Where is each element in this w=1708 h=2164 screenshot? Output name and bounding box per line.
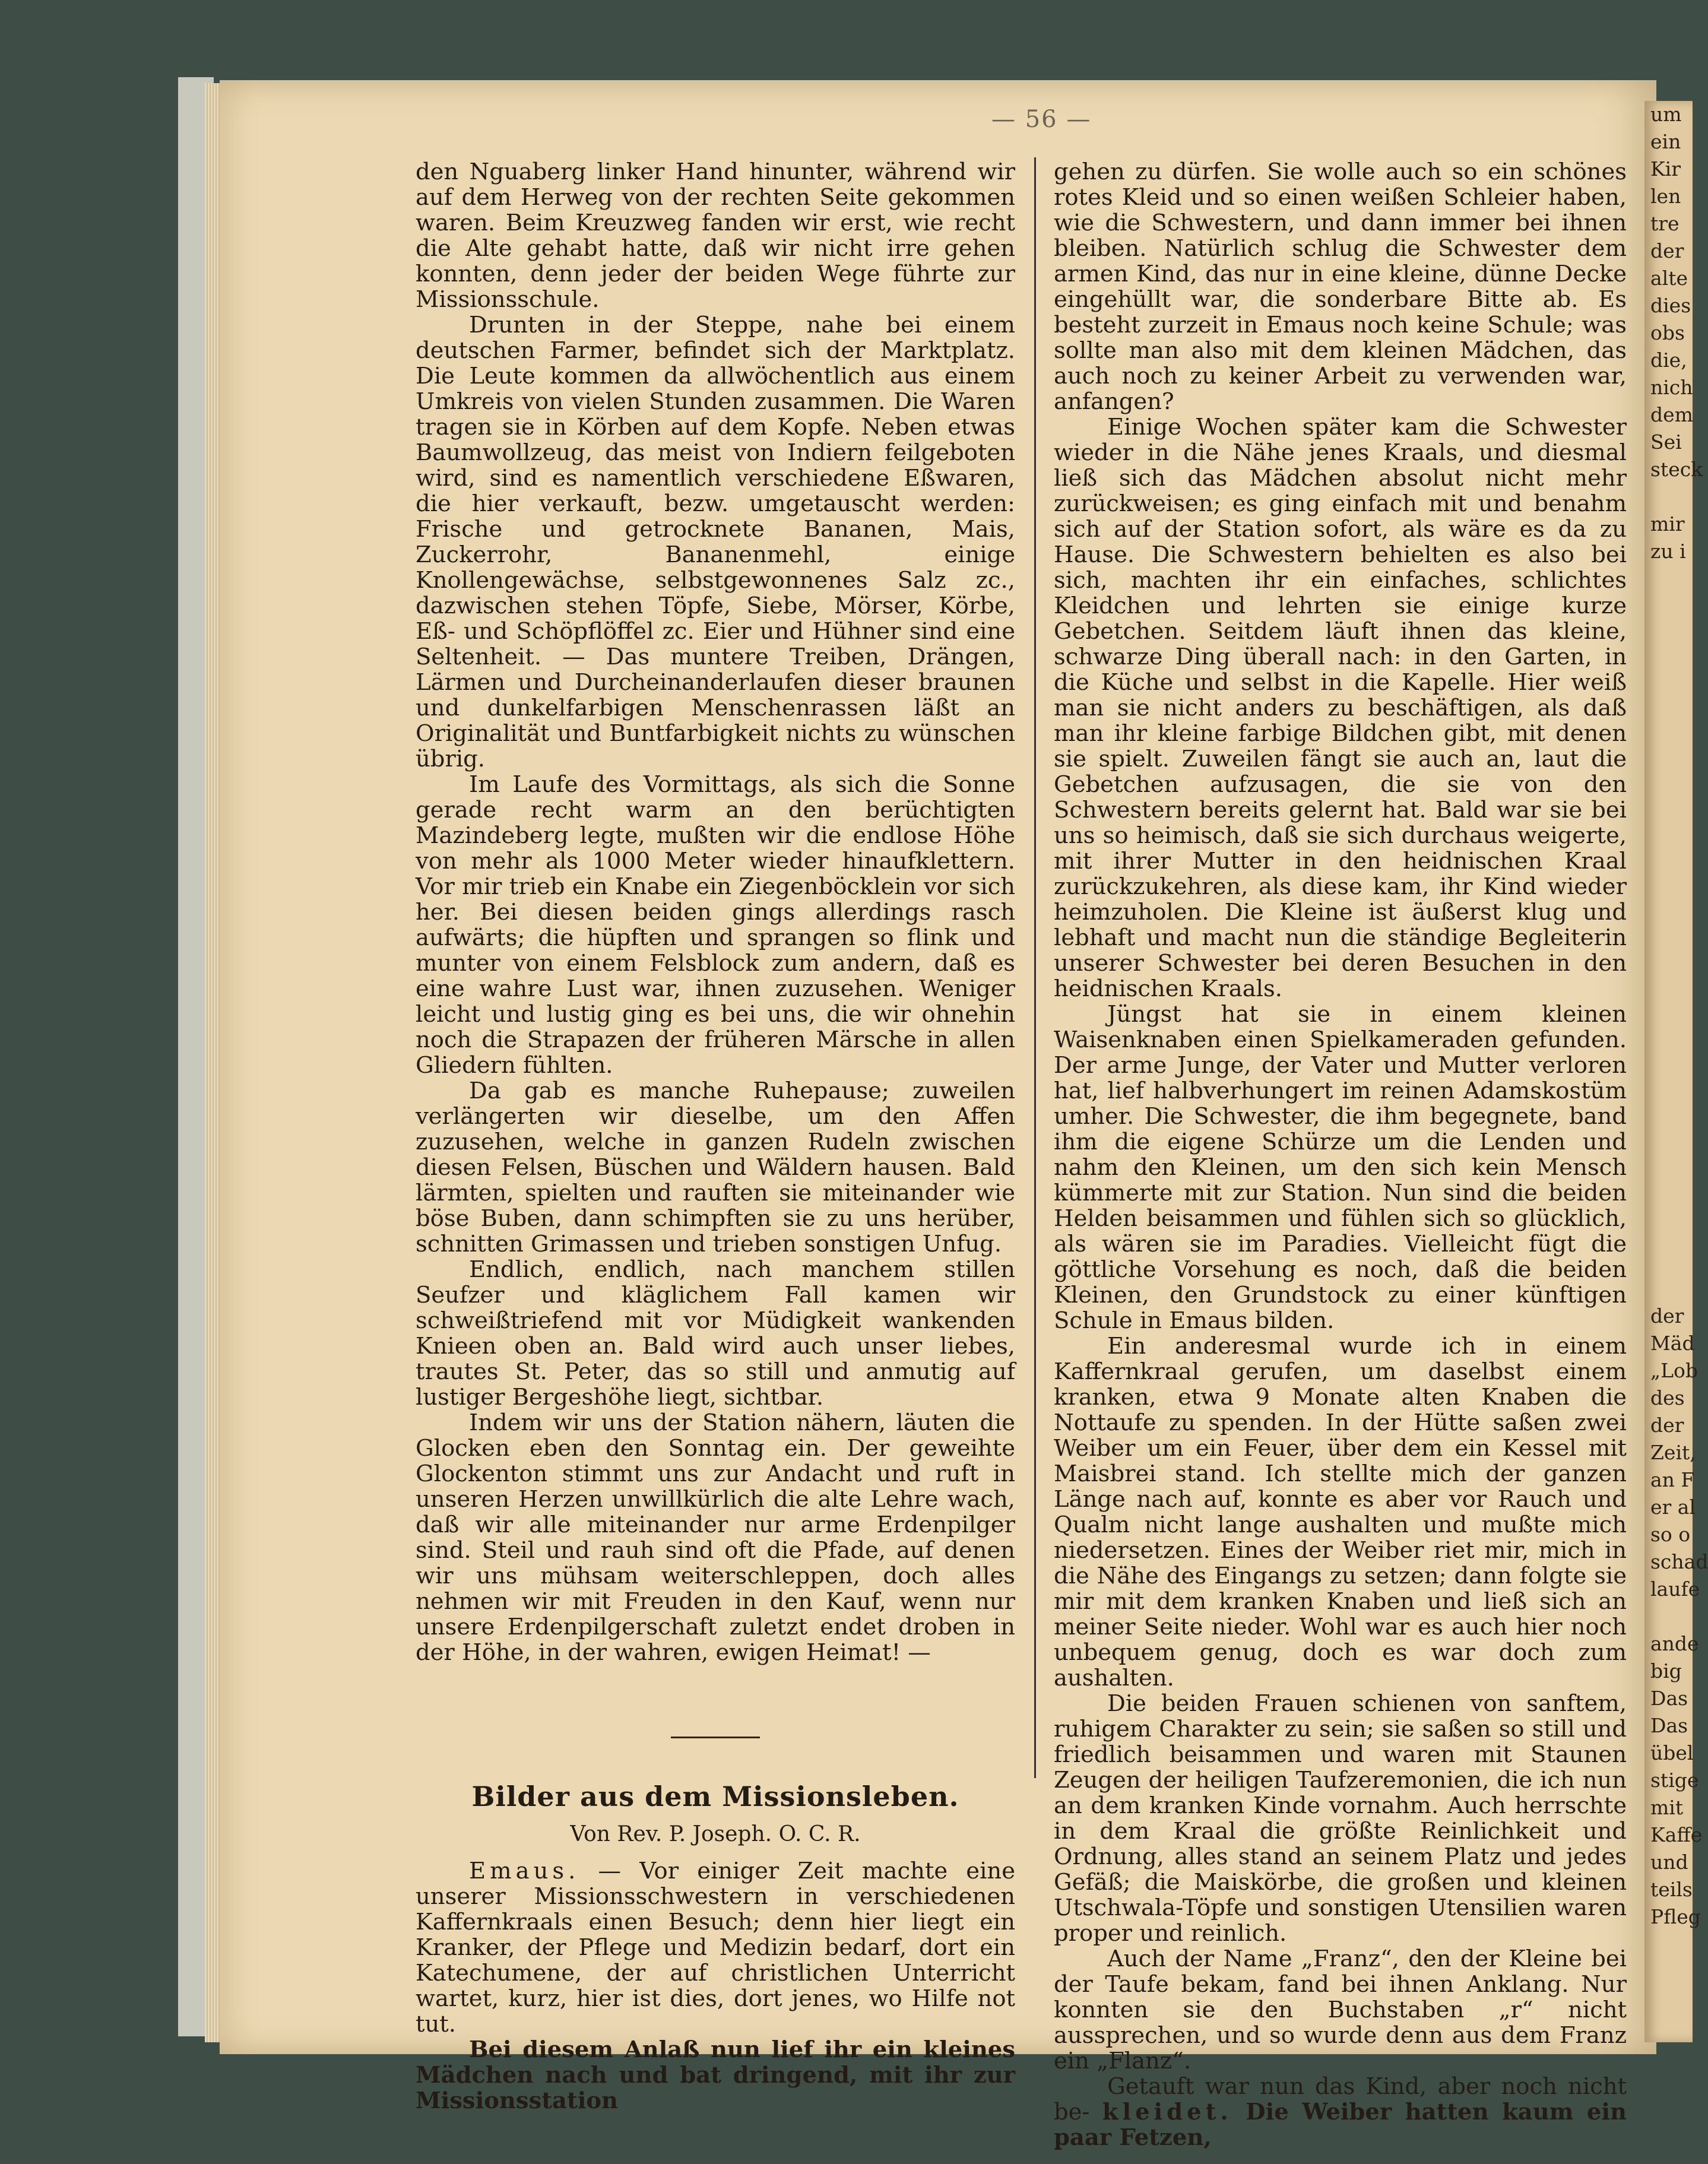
adjacent-page-line [1644,1139,1693,1166]
adjacent-page-line [1644,866,1693,893]
adjacent-page-line: übel [1650,1741,1694,1764]
adjacent-page-line: alte [1650,267,1688,290]
right-column [1054,159,1627,2150]
adjacent-page-line [1644,1002,1693,1029]
paragraph-text-bold: Die Weiber hatten kaum ein paar Fetzen, [1054,2099,1627,2151]
section-rule [671,1737,760,1738]
adjacent-page-line [1644,620,1693,647]
paragraph: Indem wir uns der Station nähern, läuten die Glocken eben den Sonntag ein. Der geweihte Glockenton stimmt uns zur Andacht und ruft in unseren Herzen unwillkürlich die alte Lehre wach, daß wir alle miteinander nur arme Erdenpilger sind. Steil und rauh sind oft die Pfade, auf denen wir uns mühsam weiterschleppen, doch alles nehmen wir mit Freuden in den Kauf, wenn nur unsere Erdenpilgerschaft zuletzt endet droben in der Höhe, in der wahren, ewigen Heimat! — [416,1409,1015,1666]
adjacent-page-line: tre [1650,212,1680,235]
adjacent-page-line [1644,1248,1693,1275]
adjacent-page-line: mir [1650,512,1685,536]
adjacent-page-line [1644,483,1693,511]
paragraph: den Nguaberg linker Hand hinunter, während wir auf dem Herweg von der rechten Seite gekommen waren. Beim Kreuzweg fanden wir erst, wie recht die Alte gehabt hatte, daß wir nicht irre gehen konnten, denn jeder der beiden Wege führte zur Missionsschule. [416,159,1015,313]
adjacent-page-line: so o [1650,1523,1691,1546]
adjacent-page-line: zu i [1650,540,1686,563]
adjacent-page-line: laufe [1650,1577,1700,1601]
adjacent-page-line [1644,1603,1693,1630]
paragraph: Jüngst hat sie in einem kleinen Waisenknaben einen Spielkameraden gefunden. Der arme Junge, der Vater und Mutter verloren hat, lief halbverhungert im reinen Adamskostüm umher. Die Schwester, die ihm begegnete, band ihm die eigene Schürze um die Lenden und nahm den Kleinen, um den sich kein Mensch kümmerte mit zur Station. Nun sind die beiden Helden beisammen und fühlen sich so glücklich, als wären sie im Paradies. Vielleicht fügt die göttliche Vorsehung es noch, daß die beiden Kleinen, den Grundstock zu einer künftigen Schule in Emaus bilden. [1054,1001,1627,1334]
adjacent-page-line: ande [1650,1632,1699,1655]
paragraph: Im Laufe des Vormittags, als sich die Sonne gerade recht warm an den berüchtigten Mazindeberg legte, mußten wir die endlose Höhe von mehr als 1000 Meter wieder hinaufklettern. Vor mir trieb ein Knabe ein Ziegenböcklein vor sich her. Bei diesen beiden gings allerdings rasch aufwärts; die hüpften und sprangen so flink und munter von einem Felsblock zum andern, daß es eine wahre Lust war, ihnen zuzusehen. Weniger leicht und lustig ging es bei uns, die wir ohnehin noch die Strapazen der früheren Märsche in allen Gliedern fühlten. [416,771,1015,1079]
section-title: Bilder aus dem Missionsleben. [471,1780,959,1813]
adjacent-page-line [1644,756,1693,784]
paragraph: gehen zu dürfen. Sie wolle auch so ein schönes rotes Kleid und so einen weißen Schleier haben, wie die Schwestern, und dann immer bei ihnen bleiben. Natürlich schlug die Schwester dem armen Kind, das nur in eine kleine, dünne Decke eingehüllt war, die sonderbare Bitte ab. Es besteht zurzeit in Emaus noch keine Schule; was sollte man also mit dem kleinen Mädchen, das auch noch zu keiner Arbeit zu verwenden war, anfangen? [1054,159,1627,415]
place-name: Emaus. [469,1858,580,1884]
adjacent-page-line: die, [1650,348,1687,372]
paragraph [1054,2074,1627,2150]
adjacent-page-line [1644,1275,1693,1303]
adjacent-page-line [1644,838,1693,866]
adjacent-page-line [1644,674,1693,702]
adjacent-page-line: an F [1650,1468,1695,1491]
adjacent-page-line [1644,893,1693,920]
adjacent-page-line: Pfleg [1650,1905,1701,1928]
adjacent-page-line: mit [1650,1796,1684,1819]
column-divider [1034,157,1036,1778]
adjacent-page-line: obs [1650,321,1685,344]
adjacent-page-line [1644,1221,1693,1248]
adjacent-page-line: nich [1650,376,1693,399]
adjacent-page-line [1644,920,1693,948]
adjacent-page-line [1644,811,1693,838]
paragraph-text: Getauft war nun das Kind, aber noch nicht be- [1054,2073,1627,2125]
byline: Von Rev. P. Joseph. O. C. R. [570,1822,861,1846]
adjacent-page-line [1644,593,1693,620]
paragraph-text: — Vor einiger Zeit machte eine unserer Missionsschwestern in verschiedenen Kaffernkraals einen Besuch; denn hier liegt ein Kranker, der Pflege und Medizin bedarf, dort ein Katechumene, der auf christlichen Unterricht wartet, kurz, hier ist dies, dort jenes, wo Hilfe not tut. [416,1858,1015,2038]
adjacent-page-line [1644,1084,1693,1111]
adjacent-page-fragment [1644,101,1708,2042]
adjacent-page-line: um [1650,103,1682,126]
paragraph: Drunten in der Steppe, nahe bei einem deutschen Farmer, befindet sich der Marktplatz. Die Leute kommen da allwöchentlich aus einem Umkreis von vielen Stunden zusammen. Die Waren tragen sie in Körben auf dem Kopfe. Neben etwas Baumwollzeug, das meist von Indiern feilgeboten wird, sind es namentlich verschiedene Eßwaren, die hier verkauft, bezw. umgetauscht werden: Frische und getrocknete Bananen, Mais, Zuckerrohr, Bananenmehl, einige Knollengewächse, selbstgewonnenes Salz zc., dazwischen stehen Töpfe, Siebe, Mörser, Körbe, Eß- und Schöpflöffel zc. Eier und Hühner sind eine Seltenheit. — Das muntere Treiben, Drängen, Lärmen und Durcheinanderlaufen dieser braunen und dunkelfarbigen Menschenrassen läßt an Originalität und Buntfarbigkeit nichts zu wünschen übrig. [416,312,1015,772]
adjacent-page-text [1644,101,1708,1931]
adjacent-page-line: der [1650,1414,1684,1437]
adjacent-page-line [1644,1166,1693,1193]
adjacent-page-line [1644,975,1693,1002]
adjacent-page-line: big [1650,1659,1682,1683]
adjacent-page-line: des [1650,1386,1685,1409]
adjacent-page-line: teils [1650,1878,1693,1901]
adjacent-page-line: er al [1650,1496,1696,1519]
paragraph: Da gab es manche Ruhepause; zuweilen verlängerten wir dieselbe, um den Affen zuzusehen, welche in ganzen Rudeln zwischen diesen Felsen, Büschen und Wäldern hausen. Bald lärmten, spielten und rauften sie miteinander wie böse Buben, dann schimpften sie zu uns herüber, schnitten Grimassen und trieben sonstigen Unfug. [416,1078,1015,1257]
adjacent-page-line [1644,948,1693,975]
paragraph: Ein anderesmal wurde ich in einem Kaffernkraal gerufen, um daselbst einem kranken, etwa 9 Monate alten Knaben die Nottaufe zu spenden. In der Hütte saßen zwei Weiber um ein Feuer, über dem ein Kessel mit Maisbrei stand. Ich stellte mich der ganzen Länge nach auf, konnte es aber vor Rauch und Qualm nicht lange aushalten und mußte mich niedersetzen. Eines der Weiber riet mir, mich in die Nähe des Eingangs zu setzen; dann folgte sie mir mit dem kranken Knaben und ließ sich an meiner Seite nieder. Wohl war es auch hier noch unbequem genug, doch es war doch zum aushalten. [1054,1333,1627,1691]
adjacent-page-line: Das [1650,1714,1688,1737]
paragraph: Endlich, endlich, nach manchem stillen Seufzer und kläglichem Fall kamen wir schweißtriefend mit vor Müdigkeit wankenden Knieen oben an. Bald wird auch unser liebes, trautes St. Peter, das so still und anmutig auf lustiger Bergeshöhe liegt, sichtbar. [416,1256,1015,1411]
adjacent-page-line [1644,1193,1693,1221]
paragraph: Die beiden Frauen schienen von sanftem, ruhigem Charakter zu sein; sie saßen so still und friedlich beisammen und waren mit Staunen Zeugen der heiligen Taufzeremonien, die ich nun an dem kranken Kinde vornahm. Auch herrschte in dem Kraal die größte Reinlichkeit und Ordnung, alles stand an seinem Platz und jedes Gefäß; die Maiskörbe, die großen und kleinen Utschwala-Töpfe und sonstigen Utensilien waren proper und reinlich. [1054,1690,1627,1947]
adjacent-page-line [1644,1029,1693,1057]
page-number: — 56 — [991,106,1092,133]
adjacent-page-line: schad [1650,1550,1708,1573]
paragraph: Auch der Name „Franz“, den der Kleine bei der Taufe bekam, fand bei ihnen Anklang. Nur konnten sie den Buchstaben „r“ nicht aussprechen, und so wurde denn aus dem Franz ein „Flanz“. [1054,1946,1627,2074]
adjacent-page-line: „Lob [1650,1359,1699,1382]
adjacent-page-line [1644,729,1693,756]
adjacent-page-line: Kaffe [1650,1823,1703,1846]
adjacent-page-line: der [1650,1304,1684,1327]
adjacent-page-line [1644,565,1693,593]
adjacent-page-line: stige [1650,1769,1699,1792]
adjacent-page-line: der [1650,239,1684,262]
adjacent-page-line: Kir [1650,157,1681,180]
left-column [416,159,1015,2114]
adjacent-page-line: steck [1650,458,1703,481]
adjacent-page-line [1644,784,1693,811]
adjacent-page-line: und [1650,1851,1688,1874]
adjacent-page-line: len [1650,185,1681,208]
adjacent-page-line [1644,702,1693,729]
adjacent-page-line: Zeit, [1650,1441,1696,1464]
adjacent-page-line [1644,1057,1693,1084]
spaced-word: kleidet. [1102,2099,1232,2125]
adjacent-page-line: dies [1650,294,1691,317]
adjacent-page-line: Das [1650,1687,1688,1710]
adjacent-page-line: dem [1650,403,1693,426]
adjacent-page-line [1644,647,1693,674]
adjacent-page-line [1644,1111,1693,1139]
adjacent-page-line: ein [1650,130,1681,153]
paragraph: Einige Wochen später kam die Schwester wieder in die Nähe jenes Kraals, und diesmal ließ sich das Mädchen absolut nicht mehr zurückweisen; es ging einfach mit und benahm sich auf der Station sofort, als wäre es da zu Hause. Die Schwestern behielten es also bei sich, machten ihr ein einfaches, schlichtes Kleidchen und lehrten sie einige kurze Gebetchen. Seitdem läuft ihnen das kleine, schwarze Ding überall nach: in den Garten, in die Küche und selbst in die Kapelle. Hier weiß man sie nicht anders zu beschäftigen, als daß man ihr kleine farbige Bildchen gibt, mit denen sie spielt. Zuweilen fängt sie auch an, laut die Gebetchen aufzusagen, die sie von den Schwestern bereits gelernt hat. Bald war sie bei uns so heimisch, daß sie sich durchaus weigerte, mit ihrer Mutter in den heidnischen Kraal zurückzukehren, als diese kam, ihr Kind wieder heimzuholen. Die Kleine ist äußerst klug und lebhaft und macht nun die ständige Begleiterin unserer Schwester bei deren Besuchen in den heidnischen Kraals. [1054,414,1627,1002]
paragraph [416,1858,1015,2037]
adjacent-page-line: Sei [1650,430,1682,454]
adjacent-page-line: Mäd [1650,1332,1695,1355]
paragraph: Bei diesem Anlaß nun lief ihr ein kleines Mädchen nach und bat dringend, mit ihr zur Missionsstation [416,2036,1015,2114]
